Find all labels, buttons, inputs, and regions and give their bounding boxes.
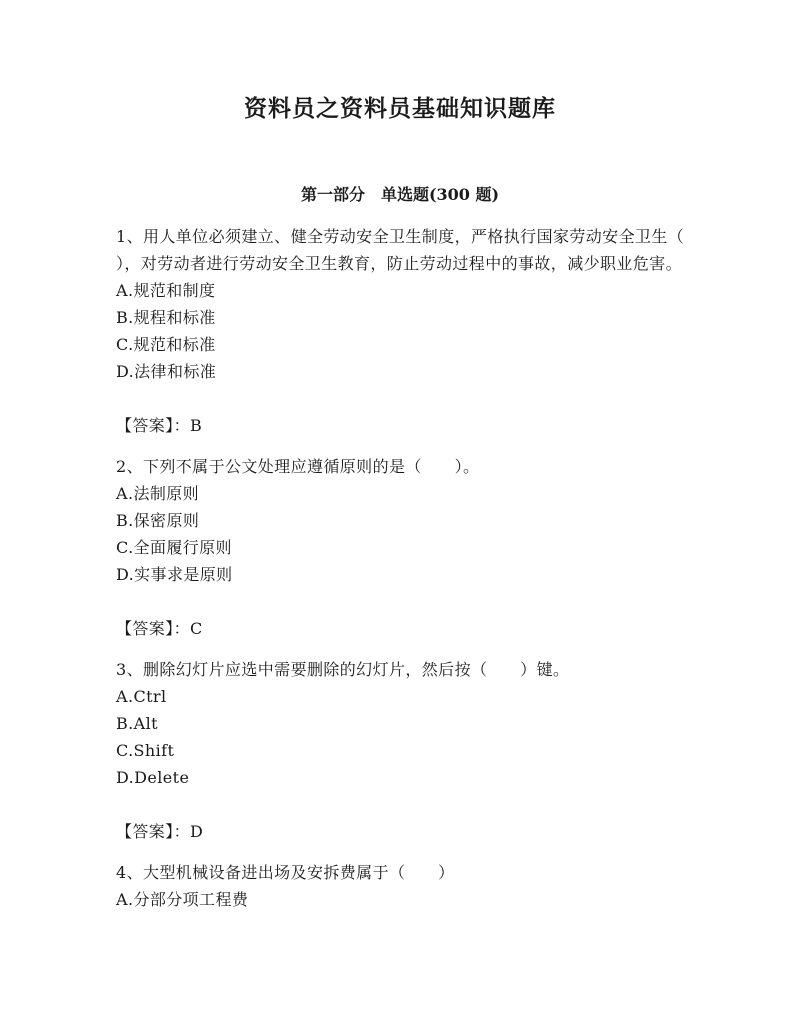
question-stem: 2、下列不属于公文处理应遵循原则的是（ ）。 — [116, 457, 480, 476]
question-stem: 4、大型机械设备进出场及安拆费属于（ ） — [116, 863, 455, 882]
option-c: C.Shift — [116, 741, 175, 760]
option-b: B.保密原则 — [116, 511, 200, 530]
question-4 — [116, 859, 686, 913]
option-a: A.规范和制度 — [116, 281, 216, 300]
option-d: D.实事求是原则 — [116, 565, 233, 584]
question-stem: 3、删除幻灯片应选中需要删除的幻灯片，然后按（ ）键。 — [116, 660, 570, 679]
option-d: D.法律和标准 — [116, 362, 217, 381]
answer-line: 【答案】：D — [116, 822, 204, 841]
option-a: A.分部分项工程费 — [116, 890, 249, 909]
question-stem: 1、用人单位必须建立、健全劳动安全卫生制度，严格执行国家劳动安全卫生（ ），对劳动者进行劳动安全卫生教育，防止劳动过程中的事故，减少职业危害。 — [116, 227, 717, 273]
question-list — [116, 223, 717, 913]
answer-line: 【答案】：B — [116, 416, 203, 435]
option-c: C.规范和标准 — [116, 335, 216, 354]
document-title: 资料员之资料员基础知识题库 — [244, 95, 556, 122]
option-c: C.全面履行原则 — [116, 538, 232, 557]
option-a: A.法制原则 — [116, 484, 200, 503]
question-2 — [116, 453, 686, 642]
question-3 — [116, 656, 686, 845]
answer-line: 【答案】：C — [116, 619, 203, 638]
option-b: B.规程和标准 — [116, 308, 216, 327]
option-d: D.Delete — [116, 768, 190, 787]
question-1 — [116, 223, 717, 439]
option-a: A.Ctrl — [116, 687, 167, 706]
section-title: 第一部分 单选题(300 题) — [300, 185, 500, 204]
option-b: B.Alt — [116, 714, 158, 733]
